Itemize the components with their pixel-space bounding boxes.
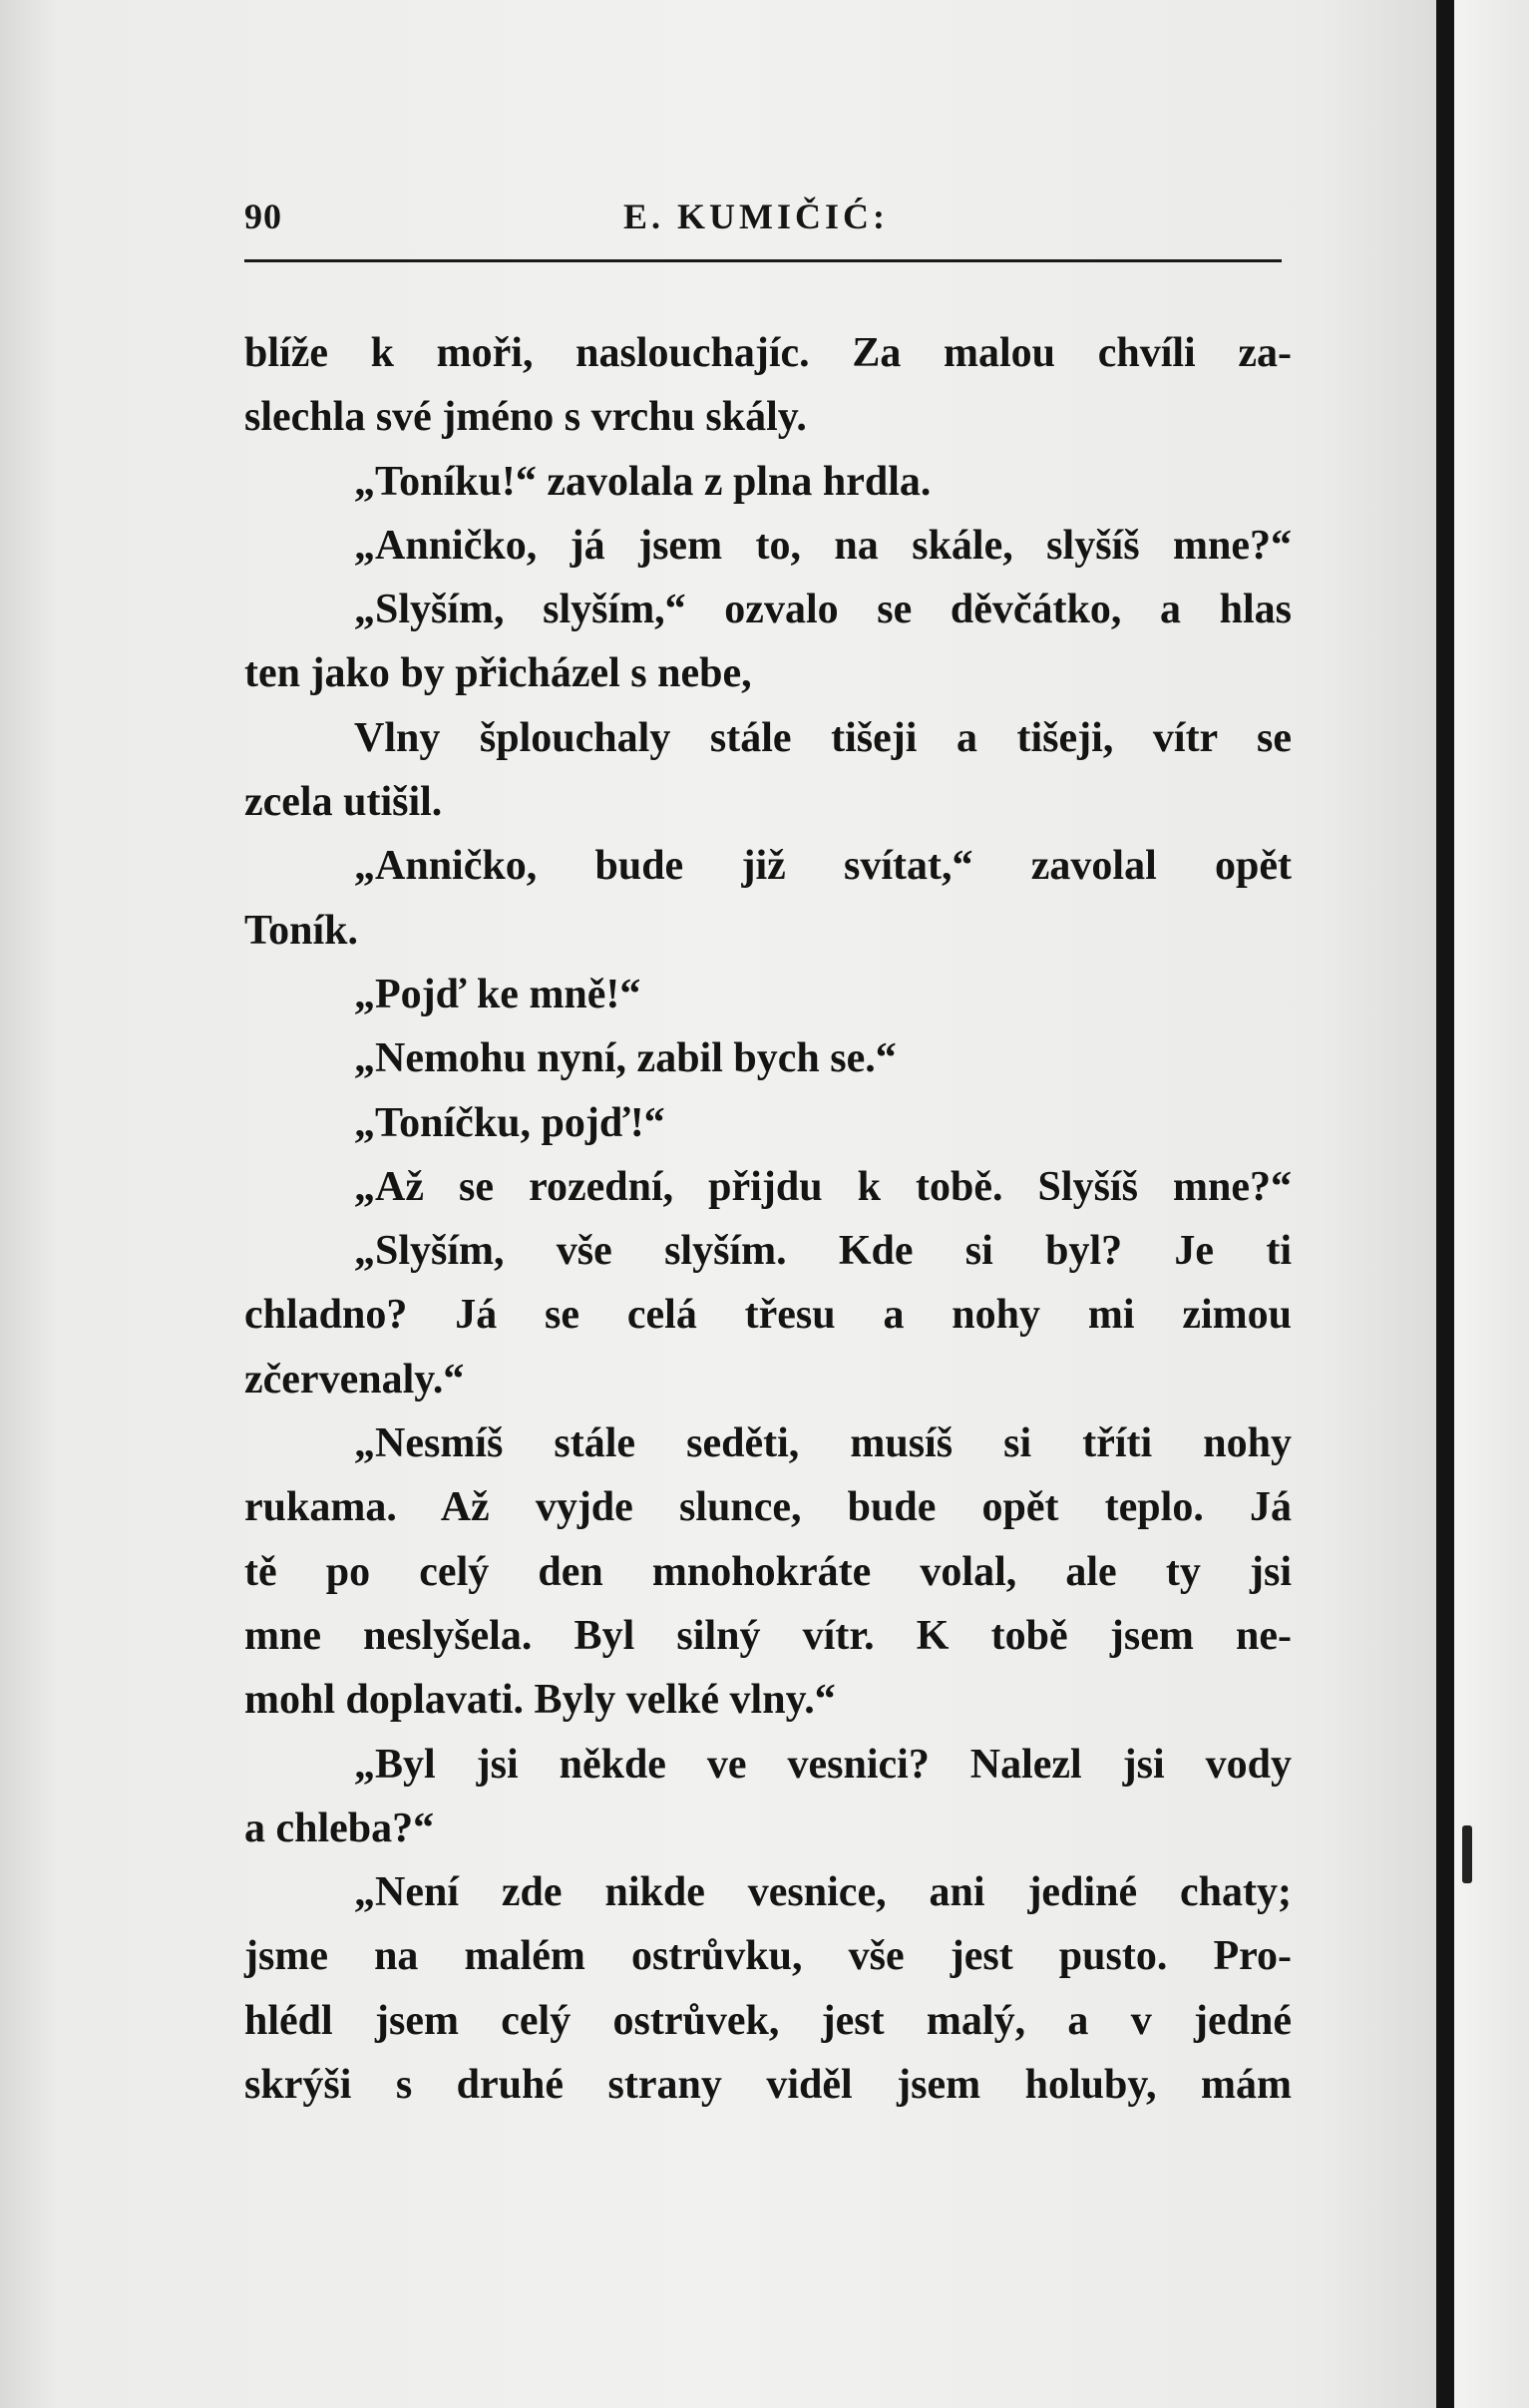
- text-line: „Slyším, slyším,“ ozvalo se děvčátko, a hlas: [354, 587, 1292, 633]
- text-line: Toník.: [244, 907, 359, 954]
- page-number: 90: [244, 197, 282, 236]
- text-line: blíže k moři, naslouchajíc. Za malou chvíli za-: [244, 330, 1292, 376]
- text-line: „Slyším, vše slyším. Kde si byl? Je ti: [354, 1228, 1292, 1275]
- text-line: jsme na malém ostrůvku, vše jest pusto. Pro-: [244, 1933, 1292, 1980]
- text-line: „Anničko, já jsem to, na skále, slyšíš mne?“: [354, 522, 1292, 569]
- text-line: „Byl jsi někde ve vesnici? Nalezl jsi vody: [354, 1741, 1292, 1788]
- text-line: „Nemohu nyní, zabil bych se.“: [354, 1035, 897, 1082]
- text-line: „Není zde nikde vesnice, ani jediné chaty;: [354, 1869, 1292, 1916]
- text-line: Vlny šplouchaly stále tišeji a tišeji, vítr se: [354, 714, 1292, 761]
- text-line: mne neslyšela. Byl silný vítr. K tobě jsem ne-: [244, 1612, 1292, 1659]
- text-line: skrýši s druhé strany viděl jsem holuby, mám: [244, 2062, 1292, 2109]
- text-line: chladno? Já se celá třesu a nohy mi zimou: [244, 1292, 1292, 1339]
- text-line: zčervenaly.“: [244, 1356, 465, 1403]
- text-line: „Pojď ke mně!“: [354, 971, 641, 1017]
- running-head: E. KUMIČIĆ:: [623, 197, 889, 236]
- adjacent-page: [1454, 0, 1529, 2408]
- text-line: rukama. Až vyjde slunce, bude opět teplo. Já: [244, 1484, 1292, 1531]
- text-line: „Anničko, bude již svítat,“ zavolal opět: [354, 843, 1292, 890]
- page-header: [244, 196, 1282, 255]
- text-line: a chleba?“: [244, 1805, 435, 1851]
- text-line: mohl doplavati. Byly velké vlny.“: [244, 1677, 836, 1724]
- text-line: „Nesmíš stále seděti, musíš si tříti nohy: [354, 1420, 1292, 1467]
- text-line: ten jako by přicházel s nebe,: [244, 650, 752, 697]
- text-line: slechla své jméno s vrchu skály.: [244, 394, 807, 441]
- text-line: „Toníku!“ zavolala z plna hrdla.: [354, 458, 932, 505]
- text-line: zcela utišil.: [244, 779, 443, 826]
- text-line: „Toníčku, pojď!“: [354, 1099, 665, 1146]
- adjacent-page-mark: [1462, 1825, 1472, 1883]
- text-line: hlédl jsem celý ostrůvek, jest malý, a v jedné: [244, 1997, 1292, 2044]
- page-edge-shadow: [1436, 0, 1454, 2408]
- text-line: „Až se rozední, přijdu k tobě. Slyšíš mne?“: [354, 1163, 1292, 1210]
- text-line: tě po celý den mnohokráte volal, ale ty jsi: [244, 1548, 1292, 1595]
- body-text: [244, 321, 1292, 2117]
- header-rule: [244, 259, 1282, 262]
